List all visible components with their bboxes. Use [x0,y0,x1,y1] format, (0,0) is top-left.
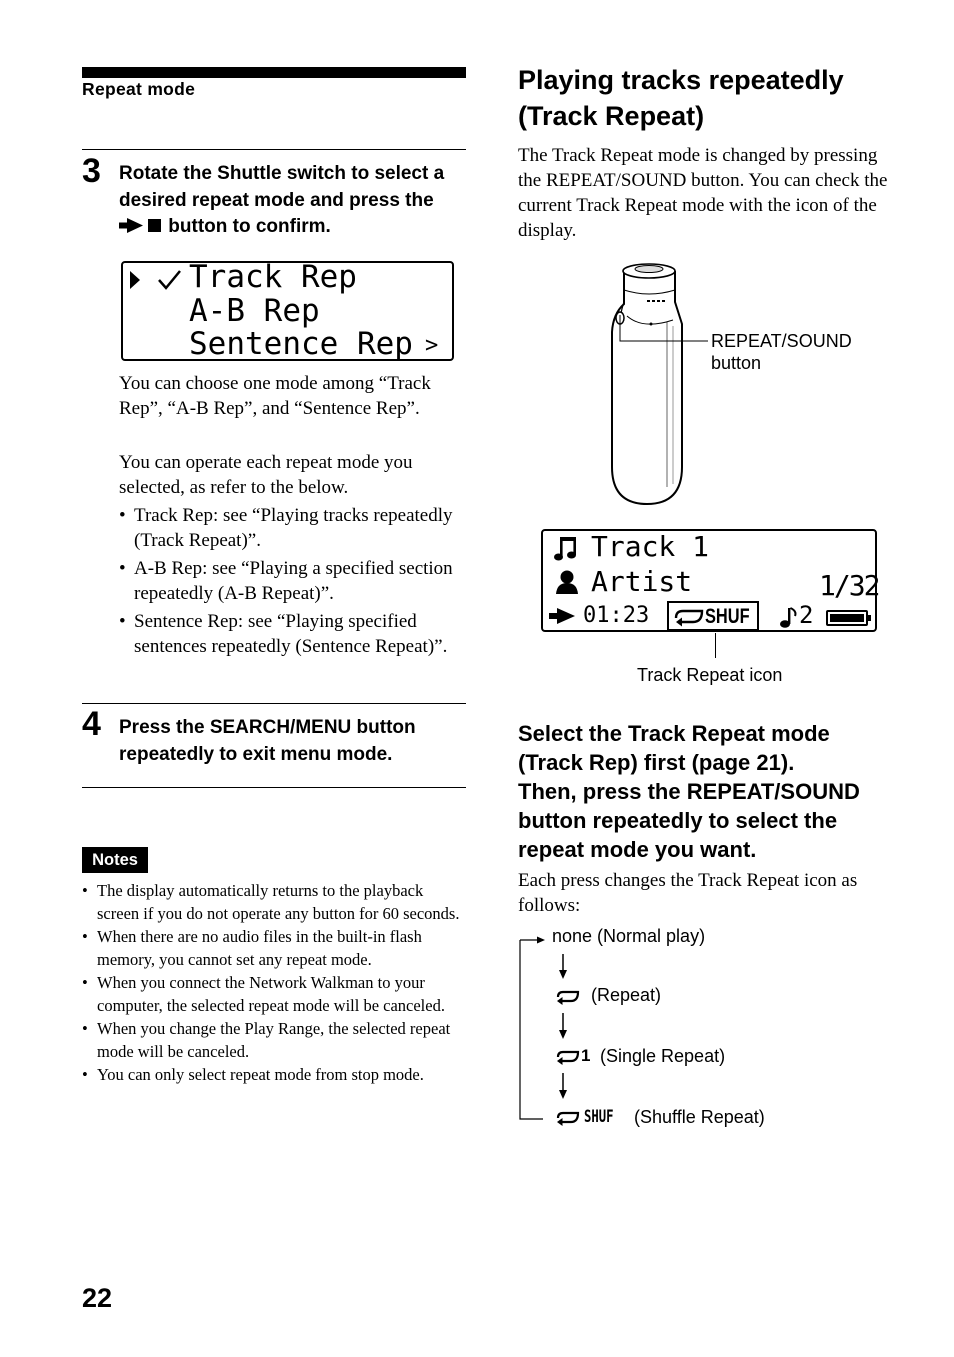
list-item: • Sentence Rep: see “Playing specified sentences repeatedly (Sentence Repeat)”. [119,609,459,659]
artist-name: Artist [591,565,693,598]
page-title [518,62,844,134]
shuffle-repeat-icon [555,1111,581,1126]
page-number: 22 [82,1283,113,1313]
step4-instruction: Press the SEARCH/MENU button repeatedly to exit menu mode. [119,717,416,765]
battery-icon [826,609,872,627]
cycle-diagram-lines [515,930,575,1130]
elapsed-time: 01:23 [583,603,650,628]
repeat-sound-callout [711,330,852,374]
flow-repeat: (Repeat) [591,985,662,1005]
flow-single-repeat: (Single Repeat) [600,1046,726,1066]
page-title-line1: Playing tracks repeatedly [518,65,844,95]
note-item: • When you connect the Network Walkman to your computer, the selected repeat mode will be canceled. [82,972,468,1017]
play-icon [549,607,577,625]
group-note-icon [779,607,799,629]
track-counter: 1/32 [819,569,879,602]
playback-display [541,529,877,632]
callout-line2: button [711,353,762,373]
shuffle-badge: SHUF [584,1107,614,1127]
repeat-loop-icon [673,609,705,627]
more-indicator: > [425,333,439,358]
step3-instruction-start: Rotate the Shuttle switch to select a desired repeat mode and press the [119,163,445,211]
play-stop-icon [119,215,163,242]
instruction-line: button repeatedly to select the [518,808,838,833]
checkmark-icon [157,269,183,291]
note-item: • The display automatically returns to the playback screen if you do not operate any button for 60 seconds. [82,880,468,925]
icon-caption-leader [715,633,716,658]
instruction-line: repeat mode you want. [518,837,757,862]
notes-list [82,880,468,1088]
list-item: • Track Rep: see “Playing tracks repeatedly (Track Repeat)”. [119,503,459,553]
notes-badge: Notes [82,847,148,873]
note-item: • When there are no audio files in the built-in flash memory, you cannot set any repeat mode. [82,926,468,971]
repeat-mode-list [119,503,459,659]
section-label: Repeat mode [82,79,196,99]
instruction-line: Then, press the REPEAT/SOUND [518,779,860,804]
flow-shuffle-repeat: (Shuffle Repeat) [634,1107,765,1127]
note-item: • You can only select repeat mode from stop mode. [82,1064,468,1087]
walkman-device-illustration [605,262,690,508]
menu-item-1: Track Rep [189,259,357,295]
step3-instruction [119,161,469,242]
page-title-line2: (Track Repeat) [518,101,705,131]
cursor-arrow-icon [128,269,142,291]
instruction-line: Select the Track Repeat mode [518,721,830,746]
step3-instruction-end: button to confirm. [163,216,331,237]
step3-para1: You can choose one mode among “Track Rep”, “A-B Rep”, and “Sentence Rep”. [119,373,431,419]
single-repeat-icon [555,1050,581,1065]
menu-display [121,261,454,361]
list-item: • A-B Rep: see “Playing a specified section repeatedly (A-B Repeat)”. [119,556,459,606]
track-repeat-icon [667,601,759,631]
instruction-line: (Track Rep) first (page 21). [518,750,795,775]
each-press-paragraph: Each press changes the Track Repeat icon as follows: [518,870,858,916]
step4-bottom-rule [82,787,466,788]
step4-number: 4 [82,705,101,743]
repeat-icon [555,990,581,1005]
artist-icon [555,569,579,595]
music-note-icon [553,535,579,563]
single-repeat-number: 1 [581,1046,591,1065]
menu-item-2: A-B Rep [189,293,320,329]
track-repeat-instruction [518,719,918,864]
step3-number: 3 [82,152,101,190]
callout-line [612,300,712,350]
callout-line1: REPEAT/SOUND [711,331,852,351]
intro-paragraph: The Track Repeat mode is changed by pressing the REPEAT/SOUND button. You can check the current Track Repeat mode with the icon of the display. [518,145,888,241]
note-item: • When you change the Play Range, the selected repeat mode will be canceled. [82,1018,468,1063]
track-repeat-icon-caption: Track Repeat icon [637,665,783,685]
shuf-label: SHUF [705,605,750,628]
step3-rule [82,149,466,150]
header-rule [82,67,466,78]
step4-rule [82,703,466,704]
menu-item-3: Sentence Rep [189,326,413,362]
group-number: 2 [799,601,814,629]
step3-para2: You can operate each repeat mode you selected, as refer to the below. [119,452,413,498]
flow-none: none (Normal play) [552,926,706,946]
track-title: Track 1 [591,530,710,563]
